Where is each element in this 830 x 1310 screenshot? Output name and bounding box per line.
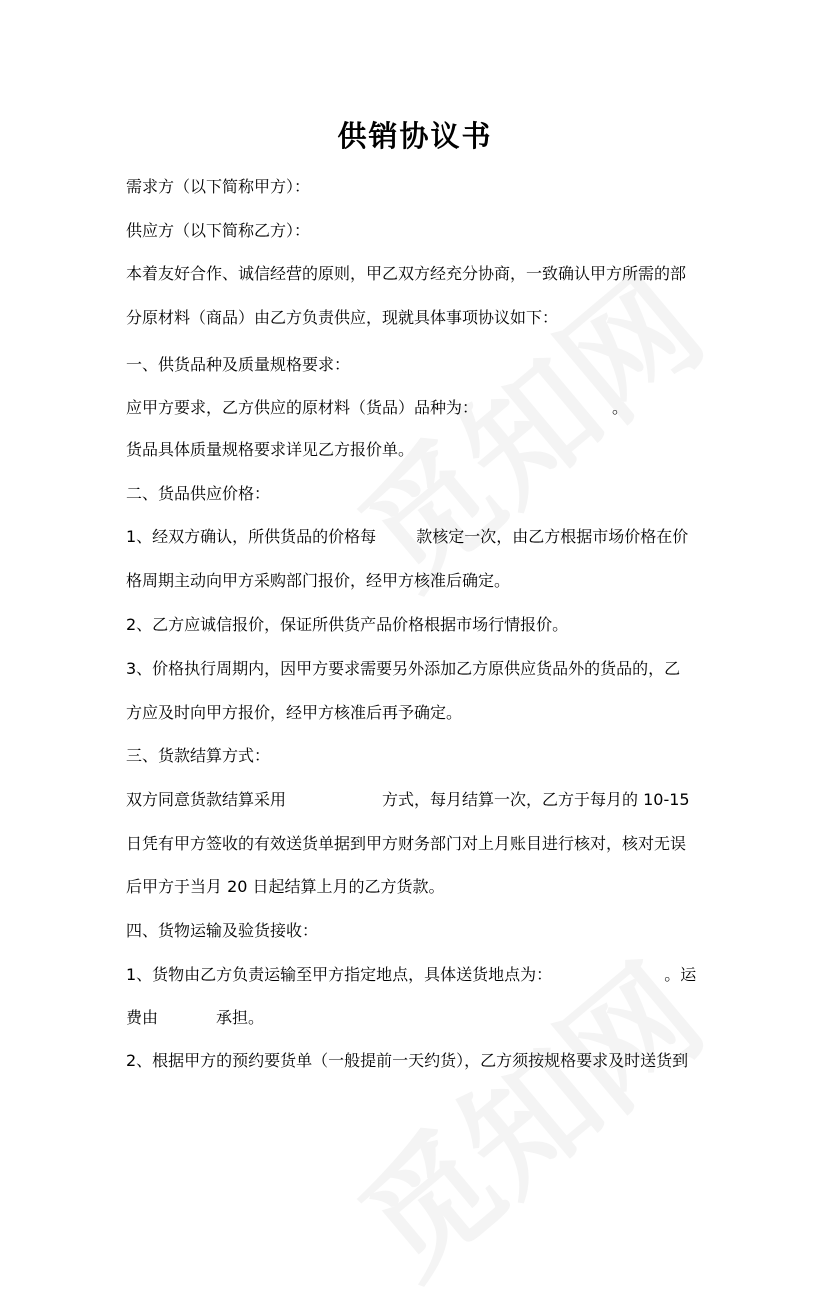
text-segment: 应甲方要求，乙方供应的原材料（货品）品种为： <box>126 398 479 417</box>
paragraph-line <box>126 785 726 815</box>
text-segment: 1、经双方确认，所供货品的价格每 <box>126 527 377 546</box>
paragraph-line: 分原材料（商品）由乙方负责供应，现就具体事项协议如下： <box>126 308 559 327</box>
paragraph-line <box>126 960 726 990</box>
paragraph-line <box>126 1003 726 1033</box>
section-heading: 二、货品供应价格： <box>126 484 271 503</box>
paragraph-line: 2、根据甲方的预约要货单（一般提前一天约货），乙方须按规格要求及时送货到 <box>126 1051 689 1070</box>
paragraph-line: 后甲方于当月 20 日起结算上月的乙方货款。 <box>126 877 445 896</box>
paragraph-line: 需求方（以下简称甲方）： <box>126 177 311 196</box>
paragraph-line: 日凭有甲方签收的有效送货单据到甲方财务部门对上月账目进行核对，核对无误 <box>126 834 687 853</box>
paragraph-line: 2、乙方应诚信报价，保证所供货产品价格根据市场行情报价。 <box>126 615 569 634</box>
paragraph-line: 方应及时向甲方报价，经甲方核准后再予确定。 <box>126 703 463 722</box>
paragraph-line: 格周期主动向甲方采购部门报价，经甲方核准后确定。 <box>126 571 511 590</box>
section-heading: 一、供货品种及质量规格要求： <box>126 355 351 374</box>
text-segment: 1、货物由乙方负责运输至甲方指定地点，具体送货地点为： <box>126 965 553 984</box>
paragraph-line: 货品具体质量规格要求详见乙方报价单。 <box>126 440 415 459</box>
paragraph-line <box>126 393 726 423</box>
section-heading: 四、货物运输及验货接收： <box>126 921 319 940</box>
text-segment: 款核定一次，由乙方根据市场价格在价 <box>416 527 689 546</box>
text-segment: 。 <box>612 398 629 417</box>
text-segment: 方式，每月结算一次，乙方于每月的 10-15 <box>382 790 690 809</box>
section-heading: 三、货款结算方式： <box>126 746 271 765</box>
document-title: 供销协议书 <box>337 119 493 153</box>
text-segment: 承担。 <box>216 1008 265 1027</box>
text-segment: 费由 <box>126 1008 159 1027</box>
paragraph-line: 3、价格执行周期内，因甲方要求需要另外添加乙方原供应货品外的货品的，乙 <box>126 659 681 678</box>
text-segment: 双方同意货款结算采用 <box>126 790 287 809</box>
paragraph-line <box>126 522 726 552</box>
paragraph-line: 供应方（以下简称乙方）： <box>126 221 311 240</box>
paragraph-line: 本着友好合作、诚信经营的原则，甲乙双方经充分协商，一致确认甲方所需的部 <box>126 264 687 283</box>
text-segment: 。运 <box>664 965 697 984</box>
